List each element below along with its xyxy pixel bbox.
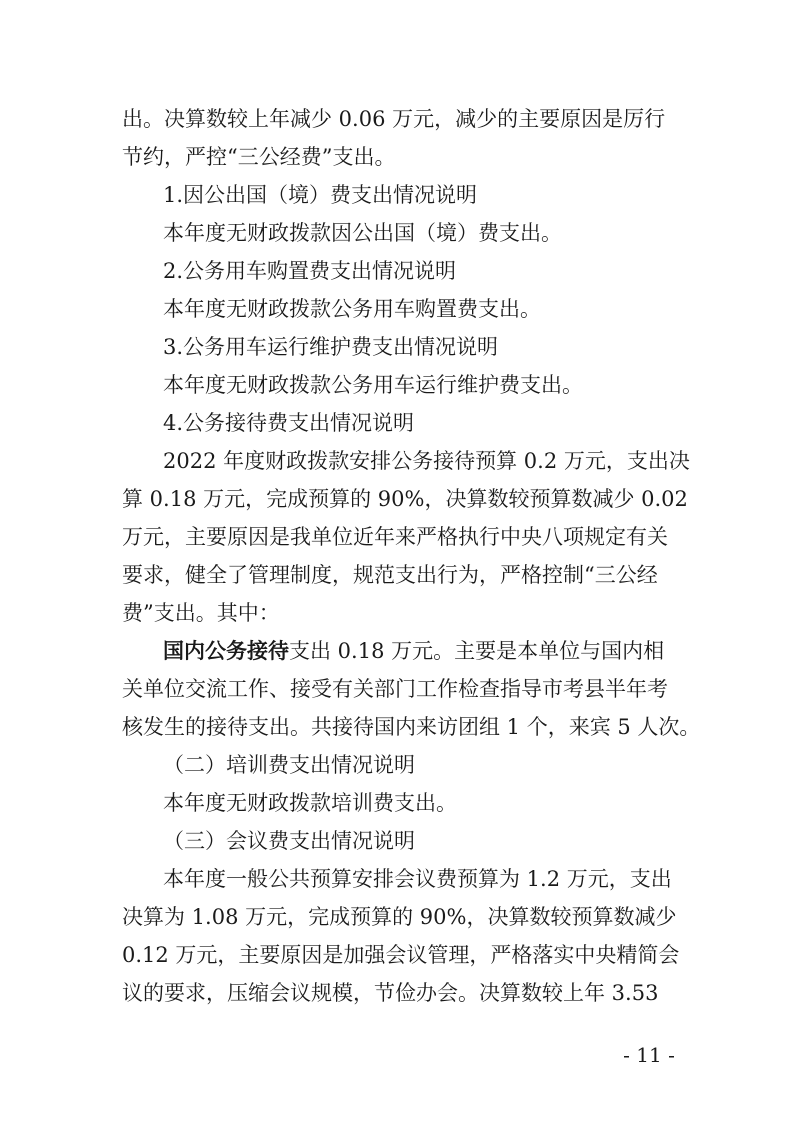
body-text-line: 本年度无财政拨款公务用车购置费支出。: [163, 297, 541, 321]
section-heading: 2.公务用车购置费支出情况说明: [163, 259, 457, 283]
section-heading: 1.因公出国（境）费支出情况说明: [163, 183, 478, 207]
body-text-line: 2022 年度财政拨款安排公务接待预算 0.2 万元，支出决: [163, 449, 690, 473]
body-text-run: 支出 0.18 万元。主要是本单位与国内相: [289, 639, 665, 663]
emphasis-domestic-reception: 国内公务接待: [163, 638, 289, 663]
body-text-line: 核发生的接待支出。共接待国内来访团组 1 个，来宾 5 人次。: [122, 715, 701, 739]
section-heading: （三）会议费支出情况说明: [163, 829, 415, 853]
body-text-line: 本年度无财政拨款公务用车运行维护费支出。: [163, 373, 583, 397]
section-heading: （二）培训费支出情况说明: [163, 753, 415, 777]
section-heading: 4.公务接待费支出情况说明: [163, 411, 415, 435]
body-text-line: 本年度无财政拨款培训费支出。: [163, 791, 457, 815]
body-text-line: 万元，主要原因是我单位近年来严格执行中央八项规定有关: [122, 525, 668, 549]
body-text-line: 决算为 1.08 万元，完成预算的 90%，决算数较预算数减少: [122, 905, 677, 929]
body-text-line: 要求，健全了管理制度，规范支出行为，严格控制“三公经: [122, 563, 658, 587]
body-text-line: 出。决算数较上年减少 0.06 万元，减少的主要原因是厉行: [122, 107, 666, 131]
page-number: - 11 -: [623, 1043, 675, 1067]
body-text-line: 算 0.18 万元，完成预算的 90%，决算数较预算数减少 0.02: [122, 487, 688, 511]
body-text-line: 本年度一般公共预算安排会议费预算为 1.2 万元，支出: [163, 867, 672, 891]
section-heading: 3.公务用车运行维护费支出情况说明: [163, 335, 499, 359]
body-text-line: 节约，严控“三公经费”支出。: [122, 145, 396, 169]
body-text-line: [0, 633, 793, 669]
body-text-line: 本年度无财政拨款因公出国（境）费支出。: [163, 221, 562, 245]
body-text-line: 0.12 万元，主要原因是加强会议管理，严格落实中央精简会: [122, 943, 680, 967]
body-text-line: 议的要求，压缩会议规模，节俭办会。决算数较上年 3.53: [122, 981, 659, 1005]
body-text-line: 关单位交流工作、接受有关部门工作检查指导市考县半年考: [122, 677, 668, 701]
body-text-line: 费”支出。其中：: [122, 601, 280, 625]
